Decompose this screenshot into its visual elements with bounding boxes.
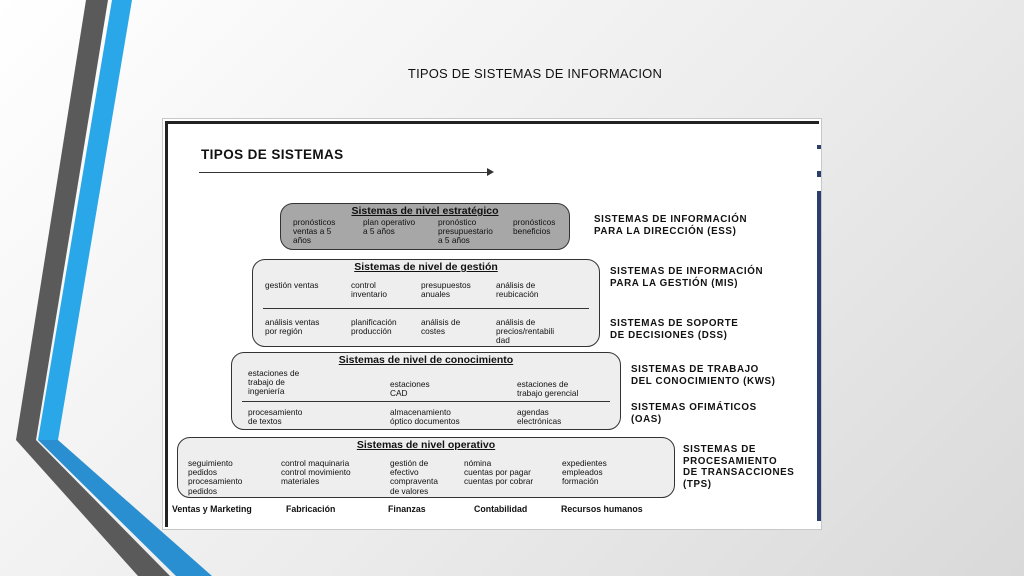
level-operational: [177, 437, 675, 498]
level-divider: [263, 308, 589, 309]
level-title: Sistemas de nivel estratégico: [351, 205, 499, 217]
edge-band: [817, 191, 821, 521]
department-label: Fabricación: [286, 504, 336, 514]
level-management: [252, 259, 600, 347]
figure-title: TIPOS DE SISTEMAS: [201, 147, 344, 162]
level-item: control inventario: [351, 280, 387, 300]
level-title: Sistemas de nivel de conocimiento: [338, 354, 514, 366]
level-item: procesamiento de textos: [248, 407, 303, 427]
level-item: análisis ventas por región: [265, 317, 320, 337]
level-item: presupuestos anuales: [421, 280, 471, 300]
level-item: gestión ventas: [265, 280, 319, 290]
level-knowledge: [231, 352, 621, 430]
level-item: control maquinaria control movimiento materiales: [281, 458, 351, 487]
level-item: seguimiento pedidos procesamiento pedidos: [188, 458, 243, 496]
level-item: análisis de reubicación: [496, 280, 539, 300]
label-kws: SISTEMAS DE TRABAJO DEL CONOCIMIENTO (KWS): [631, 364, 776, 387]
label-mis: SISTEMAS DE INFORMACIÓN PARA LA GESTIÓN (MIS): [610, 266, 764, 289]
level-item: análisis de precios/rentabili dad: [496, 317, 555, 346]
level-item: almacenamiento óptico documentos: [390, 407, 460, 427]
level-strategic: [280, 203, 570, 250]
department-label: Finanzas: [388, 504, 426, 514]
department-label: Ventas y Marketing: [172, 504, 252, 514]
edge-mark: [817, 171, 821, 177]
slide-title: TIPOS DE SISTEMAS DE INFORMACION: [407, 66, 663, 81]
level-item: pronóstico presupuestario a 5 años: [438, 217, 493, 246]
arrow-head-icon: [487, 168, 494, 176]
gray-stripe-lower: [16, 440, 170, 576]
label-oas: SISTEMAS OFIMÁTICOS (OAS): [631, 402, 757, 425]
level-item: expedientes empleados formación: [562, 458, 607, 487]
title-arrow-line: [199, 172, 491, 173]
level-item: pronósticos beneficios: [513, 217, 556, 237]
level-item: agendas electrónicas: [517, 407, 562, 427]
level-item: estaciones de trabajo gerencial: [517, 379, 579, 399]
department-label: Recursos humanos: [561, 504, 643, 514]
label-ess: SISTEMAS DE INFORMACIÓN PARA LA DIRECCIÓN (ESS): [594, 214, 748, 237]
edge-mark: [817, 145, 821, 149]
level-title: Sistemas de nivel de gestión: [354, 261, 498, 273]
level-item: análisis de costes: [421, 317, 461, 337]
level-item: pronósticos ventas a 5 años: [293, 217, 336, 246]
level-divider: [242, 401, 610, 402]
level-item: plan operativo a 5 años: [363, 217, 416, 237]
diagram-image: [162, 118, 822, 530]
department-label: Contabilidad: [474, 504, 528, 514]
level-item: gestión de efectivo compraventa de valores: [390, 458, 438, 496]
level-item: estaciones de trabajo de ingeniería: [248, 368, 300, 397]
level-item: nómina cuentas por pagar cuentas por cobrar: [464, 458, 534, 487]
level-item: planificación producción: [351, 317, 397, 337]
level-title: Sistemas de nivel operativo: [356, 439, 496, 451]
level-item: estaciones CAD: [390, 379, 430, 399]
label-dss: SISTEMAS DE SOPORTE DE DECISIONES (DSS): [610, 318, 739, 341]
label-tps: SISTEMAS DE PROCESAMIENTO DE TRANSACCIONES (TPS): [683, 444, 795, 490]
